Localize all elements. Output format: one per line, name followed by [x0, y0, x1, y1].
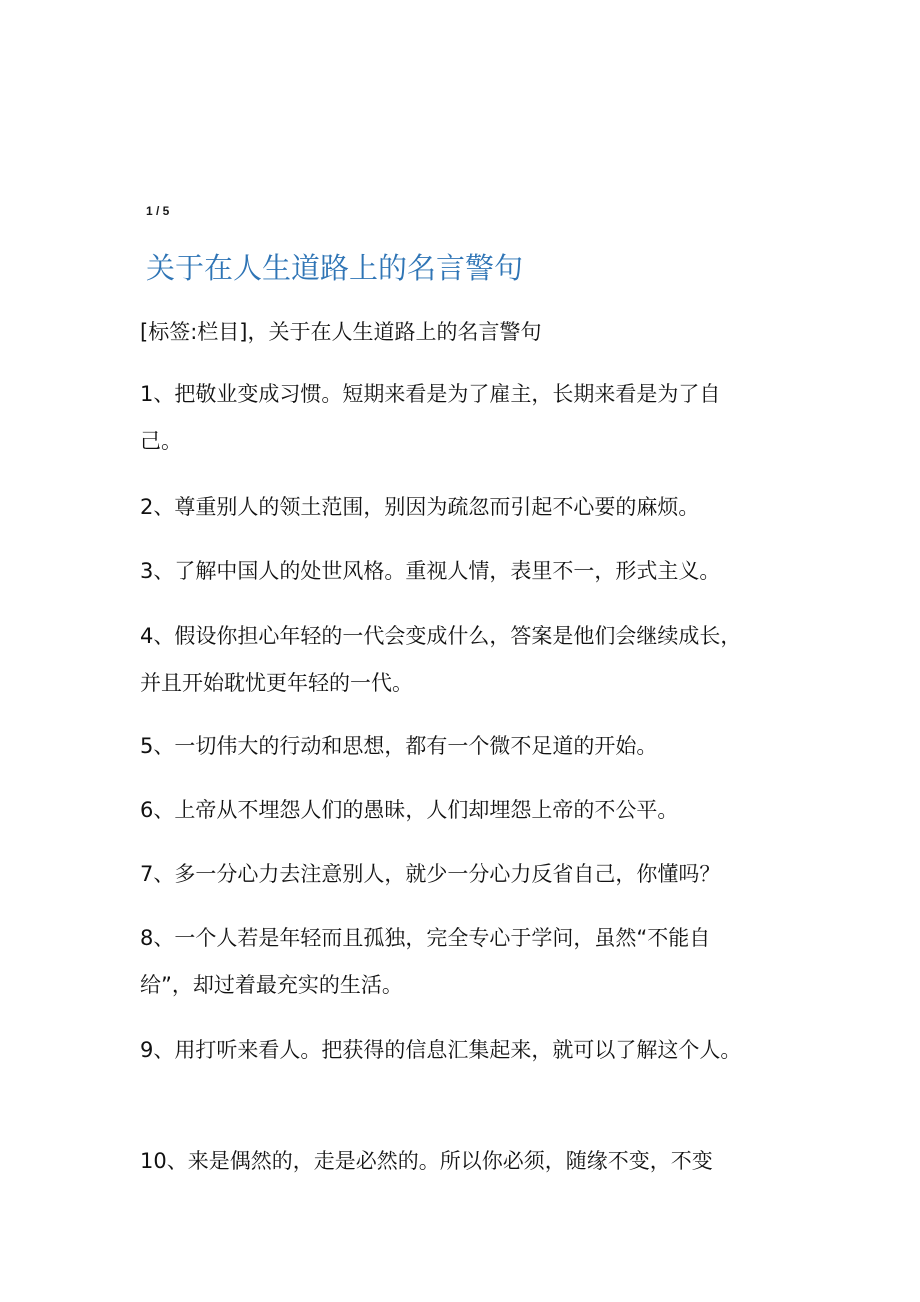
quote-5-line-1: 5、一切伟大的行动和思想，都有一个微不足道的开始。 [140, 734, 658, 758]
quote-5 [140, 723, 805, 770]
quote-6 [140, 787, 805, 834]
quote-6-line-1: 6、上帝从不埋怨人们的愚昧，人们却埋怨上帝的不公平。 [140, 798, 679, 822]
quote-2 [140, 484, 805, 531]
quote-7-line-1: 7、多一分心力去注意别人，就少一分心力反省自己，你懂吗？ [140, 862, 721, 886]
quote-3 [140, 548, 805, 595]
quote-2-line-1: 2、尊重别人的领土范围，别因为疏忽而引起不心要的麻烦。 [140, 495, 700, 519]
tag-line: [标签:栏目]，关于在人生道路上的名言警句 [140, 320, 542, 344]
quote-8-line-1: 8、一个人若是年轻而且孤独，完全专心于学问，虽然“不能自 [140, 926, 711, 950]
quote-4-line-1: 4、假设你担心年轻的一代会变成什么，答案是他们会继续成长， [140, 624, 742, 648]
page-indicator: 1 / 5 [146, 204, 170, 218]
document-title: 关于在人生道路上的名言警句 [146, 251, 524, 285]
quote-9 [140, 1027, 805, 1074]
quote-7 [140, 851, 805, 898]
quote-9-line-1: 9、用打听来看人。把获得的信息汇集起来，就可以了解这个人。 [140, 1038, 742, 1062]
quote-10-line-1: 10、来是偶然的，走是必然的。所以你必须，随缘不变，不变 [140, 1149, 713, 1173]
quote-1-line-2: 己。 [140, 429, 182, 453]
quote-1 [140, 371, 805, 465]
quote-4 [140, 613, 805, 707]
quote-3-line-1: 3、了解中国人的处世风格。重视人情，表里不一，形式主义。 [140, 559, 721, 583]
quote-8 [140, 915, 805, 1009]
quote-10 [140, 1138, 805, 1185]
quote-4-line-2: 并且开始耽忧更年轻的一代。 [140, 671, 413, 695]
quote-8-line-2: 给”，却过着最充实的生活。 [140, 973, 403, 997]
quote-1-line-1: 1、把敬业变成习惯。短期来看是为了雇主，长期来看是为了自 [140, 382, 721, 406]
